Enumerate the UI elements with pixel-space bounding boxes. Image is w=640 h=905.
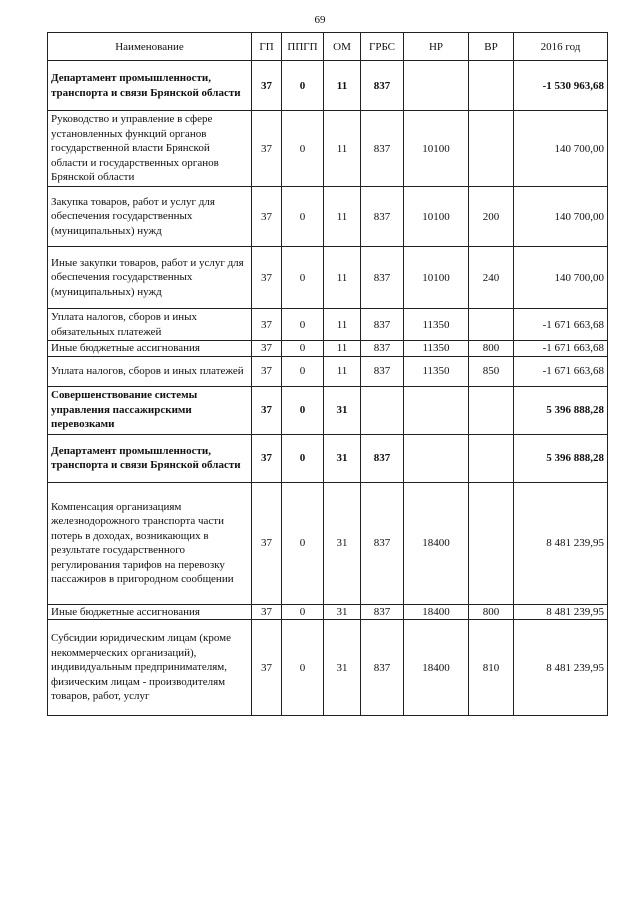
cell-name: Субсидии юридическим лицам (кроме некоммерческих организаций), индивидуальным предпринимателям, физическим лицам - производителям товаров, работ, услуг [48, 620, 252, 716]
cell-vr: 240 [469, 247, 514, 309]
cell-amount: -1 530 963,68 [514, 61, 608, 111]
cell-name: Департамент промышленности, транспорта и связи Брянской области [48, 434, 252, 482]
header-name: Наименование [48, 33, 252, 61]
cell-grbs: 837 [361, 247, 404, 309]
cell-amount: 140 700,00 [514, 247, 608, 309]
cell-grbs: 837 [361, 604, 404, 620]
cell-gp: 37 [252, 61, 282, 111]
cell-vr [469, 434, 514, 482]
cell-name: Руководство и управление в сфере установленных функций органов государственной власти Брянской области и государственных органов Брянской области [48, 111, 252, 187]
cell-vr: 810 [469, 620, 514, 716]
cell-amount: -1 671 663,68 [514, 309, 608, 341]
cell-grbs: 837 [361, 434, 404, 482]
cell-om: 11 [324, 61, 361, 111]
cell-om: 11 [324, 247, 361, 309]
cell-vr: 850 [469, 356, 514, 386]
table-row [48, 111, 608, 187]
cell-ppgp: 0 [282, 309, 324, 341]
cell-om: 31 [324, 620, 361, 716]
cell-om: 31 [324, 386, 361, 434]
cell-grbs: 837 [361, 61, 404, 111]
cell-gp: 37 [252, 187, 282, 247]
header-om: ОМ [324, 33, 361, 61]
cell-amount: 140 700,00 [514, 111, 608, 187]
cell-ppgp: 0 [282, 604, 324, 620]
table-row [48, 620, 608, 716]
table-body [48, 61, 608, 716]
cell-amount: 5 396 888,28 [514, 386, 608, 434]
cell-ppgp: 0 [282, 386, 324, 434]
cell-nr: 18400 [404, 620, 469, 716]
table-row [48, 309, 608, 341]
cell-ppgp: 0 [282, 482, 324, 604]
cell-nr: 18400 [404, 482, 469, 604]
cell-vr: 800 [469, 604, 514, 620]
cell-gp: 37 [252, 309, 282, 341]
cell-gp: 37 [252, 341, 282, 357]
table-row [48, 482, 608, 604]
cell-amount: -1 671 663,68 [514, 356, 608, 386]
cell-nr: 10100 [404, 247, 469, 309]
cell-name: Иные бюджетные ассигнования [48, 604, 252, 620]
cell-vr [469, 111, 514, 187]
budget-table [47, 32, 608, 716]
cell-gp: 37 [252, 434, 282, 482]
cell-ppgp: 0 [282, 620, 324, 716]
cell-amount: 8 481 239,95 [514, 620, 608, 716]
cell-gp: 37 [252, 604, 282, 620]
cell-nr: 10100 [404, 111, 469, 187]
cell-nr: 10100 [404, 187, 469, 247]
cell-amount: 8 481 239,95 [514, 482, 608, 604]
header-gp: ГП [252, 33, 282, 61]
cell-gp: 37 [252, 482, 282, 604]
cell-ppgp: 0 [282, 434, 324, 482]
cell-nr: 11350 [404, 341, 469, 357]
header-ppgp: ППГП [282, 33, 324, 61]
cell-om: 31 [324, 482, 361, 604]
cell-name: Компенсация организациям железнодорожного транспорта части потерь в доходах, возникающих в результате государственного регулирования тарифов на перевозку пассажиров в пригородном сообщении [48, 482, 252, 604]
cell-nr [404, 386, 469, 434]
cell-name: Уплата налогов, сборов и иных платежей [48, 356, 252, 386]
cell-vr: 800 [469, 341, 514, 357]
cell-ppgp: 0 [282, 187, 324, 247]
cell-amount: 140 700,00 [514, 187, 608, 247]
cell-om: 11 [324, 187, 361, 247]
cell-name: Иные бюджетные ассигнования [48, 341, 252, 357]
cell-ppgp: 0 [282, 61, 324, 111]
cell-amount: 8 481 239,95 [514, 604, 608, 620]
cell-grbs: 837 [361, 620, 404, 716]
header-nr: НР [404, 33, 469, 61]
cell-amount: 5 396 888,28 [514, 434, 608, 482]
cell-grbs [361, 386, 404, 434]
table-row [48, 247, 608, 309]
cell-grbs: 837 [361, 341, 404, 357]
cell-grbs: 837 [361, 111, 404, 187]
cell-gp: 37 [252, 620, 282, 716]
cell-vr [469, 386, 514, 434]
cell-name: Уплата налогов, сборов и иных обязательных платежей [48, 309, 252, 341]
cell-grbs: 837 [361, 356, 404, 386]
cell-om: 31 [324, 604, 361, 620]
cell-grbs: 837 [361, 309, 404, 341]
table-row [48, 386, 608, 434]
cell-name: Совершенствование системы управления пассажирскими перевозками [48, 386, 252, 434]
cell-gp: 37 [252, 356, 282, 386]
cell-nr: 18400 [404, 604, 469, 620]
cell-om: 11 [324, 341, 361, 357]
cell-nr [404, 61, 469, 111]
cell-grbs: 837 [361, 187, 404, 247]
cell-om: 11 [324, 111, 361, 187]
cell-ppgp: 0 [282, 247, 324, 309]
page-number: 69 [314, 14, 326, 26]
cell-gp: 37 [252, 247, 282, 309]
cell-amount: -1 671 663,68 [514, 341, 608, 357]
header-grbs: ГРБС [361, 33, 404, 61]
cell-om: 11 [324, 309, 361, 341]
cell-vr [469, 482, 514, 604]
cell-vr [469, 309, 514, 341]
cell-om: 11 [324, 356, 361, 386]
table-row [48, 356, 608, 386]
cell-nr: 11350 [404, 356, 469, 386]
cell-name: Иные закупки товаров, работ и услуг для обеспечения государственных (муниципальных) нужд [48, 247, 252, 309]
cell-ppgp: 0 [282, 111, 324, 187]
cell-nr [404, 434, 469, 482]
cell-grbs: 837 [361, 482, 404, 604]
cell-ppgp: 0 [282, 356, 324, 386]
cell-ppgp: 0 [282, 341, 324, 357]
cell-name: Закупка товаров, работ и услуг для обеспечения государственных (муниципальных) нужд [48, 187, 252, 247]
table-row [48, 187, 608, 247]
cell-om: 31 [324, 434, 361, 482]
cell-name: Департамент промышленности, транспорта и связи Брянской области [48, 61, 252, 111]
cell-gp: 37 [252, 111, 282, 187]
table-row [48, 341, 608, 357]
cell-vr [469, 61, 514, 111]
table-row [48, 604, 608, 620]
cell-gp: 37 [252, 386, 282, 434]
cell-vr: 200 [469, 187, 514, 247]
header-year: 2016 год [514, 33, 608, 61]
header-vr: ВР [469, 33, 514, 61]
table-row [48, 434, 608, 482]
table-row [48, 61, 608, 111]
table-header-row [48, 33, 608, 61]
cell-nr: 11350 [404, 309, 469, 341]
